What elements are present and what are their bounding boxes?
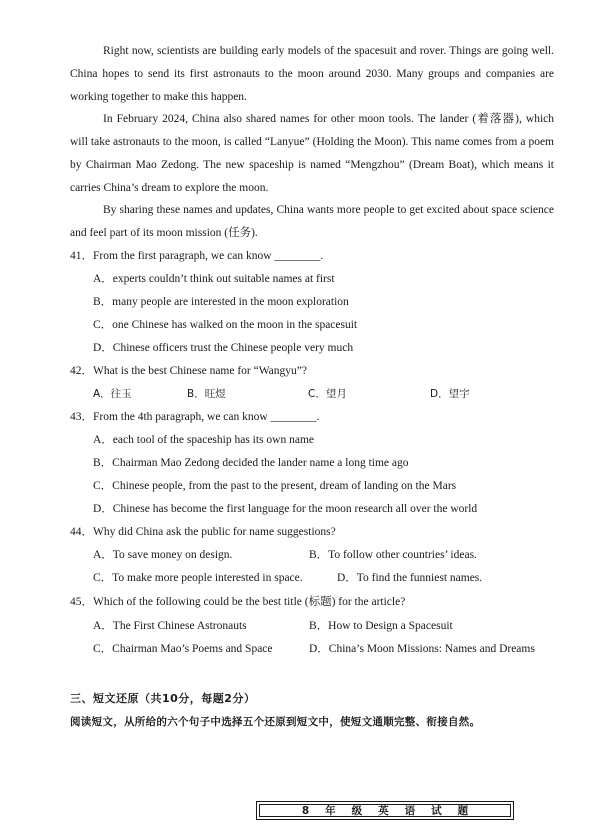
question-42-stem: 42．What is the best Chinese name for “Wangyu”?	[70, 365, 307, 377]
question-44-option-d: D．To find the funniest names.	[337, 572, 483, 584]
question-43-option-c: C．Chinese people, from the past to the present, dream of landing on the Mars	[93, 480, 457, 492]
question-45-option-d: D．China’s Moon Missions: Names and Dreams	[309, 643, 535, 655]
question-42-option-b: B．旺煜	[187, 388, 226, 400]
question-43-option-a: A．each tool of the spaceship has its own name	[93, 434, 314, 446]
footer-box	[256, 801, 514, 820]
question-42-option-d: D．望宇	[430, 388, 470, 400]
question-43-option-d: D．Chinese has become the first language for the moon research all over the world	[93, 503, 478, 515]
passage-paragraph-1: Right now, scientists are building early models of the spacesuit and rover. Things are going well. China hopes to send its first astronauts to the moon around 2030. Many groups and companies are working together to make this happen.	[70, 45, 554, 103]
question-41-option-c: C．one Chinese has walked on the moon in the spacesuit	[93, 319, 358, 331]
question-42-option-a: A．往玉	[93, 388, 132, 400]
question-44-option-c: C．To make more people interested in space.	[93, 572, 303, 584]
passage-paragraph-2: In February 2024, China also shared names for other moon tools. The lander (着落器), which will take astronauts to the moon, is called “Lanyue” (Holding the Moon). This name comes from a poem by Chairman Mao Zedong. The new spaceship is named “Mengzhou” (Dream Boat), which means it carries China’s dream to explore the moon.	[70, 113, 554, 194]
question-44-option-b: B．To follow other countries’ ideas.	[309, 549, 477, 561]
question-41-stem: 41．From the first paragraph, we can know ________.	[70, 250, 324, 262]
question-45-option-b: B．How to Design a Spacesuit	[309, 620, 453, 632]
question-43-option-b: B．Chairman Mao Zedong decided the lander name a long time ago	[93, 457, 409, 469]
question-45-option-c: C．Chairman Mao’s Poems and Space	[93, 643, 273, 655]
passage-paragraph-3: By sharing these names and updates, China wants more people to get excited about space science and feel part of its moon mission (任务).	[70, 204, 554, 239]
footer-label: 8年级英语试题	[301, 805, 485, 817]
question-41-option-b: B．many people are interested in the moon exploration	[93, 296, 349, 308]
section-instruction: 阅读短文，从所给的六个句子中选择五个还原到短文中，使短文通顺完整、衔接自然。	[70, 716, 481, 728]
question-45-stem: 45．Which of the following could be the best title (标题) for the article?	[70, 596, 406, 608]
question-45-option-a: A．The First Chinese Astronauts	[93, 620, 247, 632]
section-title: 三、短文还原（共10分，每题2分）	[70, 692, 256, 705]
question-42-option-c: C．望月	[308, 388, 347, 400]
question-41-option-a: A．experts couldn’t think out suitable names at first	[93, 273, 335, 285]
question-43-stem: 43．From the 4th paragraph, we can know ________.	[70, 411, 320, 423]
question-41-option-d: D．Chinese officers trust the Chinese people very much	[93, 342, 354, 354]
question-44-option-a: A．To save money on design.	[93, 549, 233, 561]
question-44-stem: 44．Why did China ask the public for name suggestions?	[70, 526, 336, 538]
